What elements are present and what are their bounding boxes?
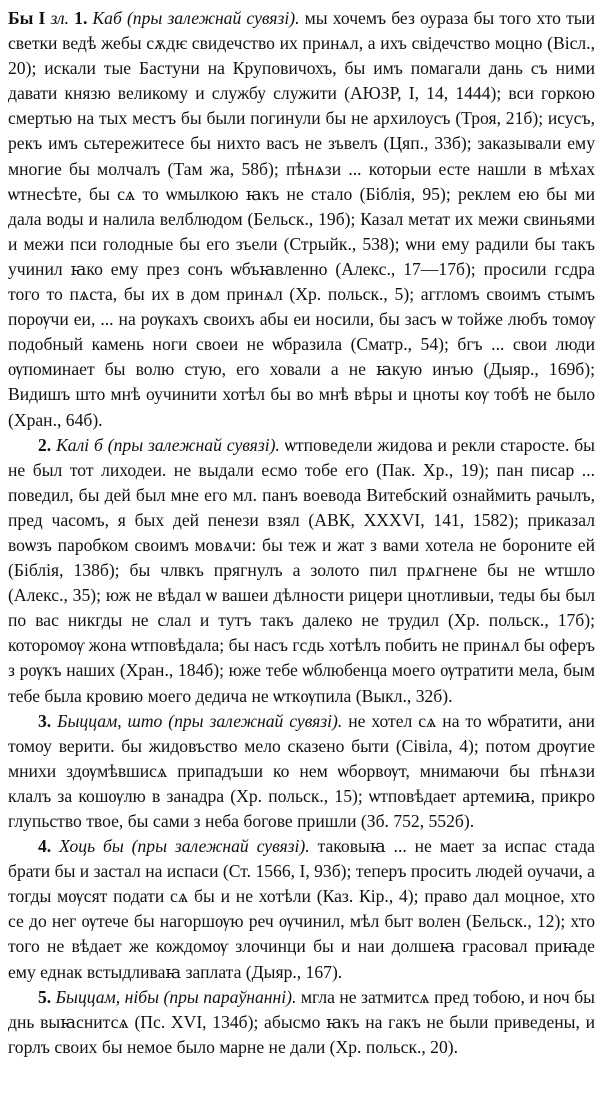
sense-number: 1. <box>74 8 88 28</box>
sense-5 <box>8 985 595 1060</box>
sense-number: 4. <box>38 836 52 857</box>
sense-1 <box>8 6 595 433</box>
sense-number: 5. <box>38 986 52 1007</box>
sense-label: Калі б (пры залежнай сувязі). <box>56 434 280 455</box>
sense-4 <box>8 834 595 985</box>
sense-text: ѡтповедели жидова и рекли старосте. бы не был тот лиходеи. не выдали есмо тобе его (Пак. Хр., 19); пан писар ... поведил, бы дей был мне его мл. панъ воевода Витебский ознаймить рачылъ, пред часомъ, я бых дей пенези взял (АВК, XXXVI, 141, 1582); приказал воѡзъ паробком своимъ мовѧчи: бы теж и жат з вами хотела не бороните ей (Біблія, 138б); бы члвкъ прягнулъ а золото пил прѧгнене бы не ѡтшло (Алекс., 35); юж не вѣдал ѡ вашеи дѣлности рицери цнотливыи, теды бы был по вас никгды не слал и тутъ такъ далеко не трудил (Хр. польск., 17б); которомѹ жона ѡтповѣдала; бы насъ гсдь хотѣлъ побить не принѧл бы оферъ з рѹкъ наших (Хран., 184б); юже тебе ѡблюбенца моего ѹтратити мела, бым тебе была кровию моего дедича не ѡткѹпила (Выкл., 32б). <box>8 434 596 706</box>
sense-2 <box>8 433 595 709</box>
sense-text: таковыꙗ ... не мает за испас стада брати бы и застал на испаси (Ст. 1566, I, 93б); теперъ просить людей оучачи, а тогды мѹсят подати сѧ бы и не хотѣли (Каз. Кір., 4); право дал моцное, хто се до нег ѹтече бы нагоршѹю реч ѹчинил, мѣл быт волен (Бельск., 12); хто того не вѣдает же кождомѹ злочинци бы и наи долшеꙗ грасовал приꙗде ему еднак встыдливаꙗ заплата (Дыяр., 167). <box>8 836 595 982</box>
sense-3 <box>8 709 595 834</box>
sense-label: Хоць бы (пры залежнай сувязі). <box>59 836 310 857</box>
sense-label: Быццам, што (пры залежнай сувязі). <box>57 710 343 731</box>
sense-text: не хотел сѧ на то ѡбратити, ани томоу верити. бы жидовъство мело сказено быти (Сівіла, 4); потом дрѹгие мнихи здѹмѣвшисѧ припадъши ко нем ѡборвѹт, мнимаючи бы пѣнѧзи клалъ за кошѹлю в занадра (Хр. польск., 15); ѡтповѣдает артемиꙗ, прикро глупьство твое, бы сами з неба богове пришли (Зб. 752, 552б). <box>8 710 595 831</box>
sense-label: Каб (пры залежнай сувязі). <box>92 8 300 28</box>
sense-label: Быццам, нібы (пры параўнанні). <box>55 986 297 1007</box>
sense-text: мгла не затмитсѧ пред тобою, и ноч бы днь выꙗснитсѧ (Пс. XVI, 134б); абысмо ꙗкъ на гакъ не были приведены, и горлъ своих бы немое было марне не дали (Хр. польск., 20). <box>8 986 595 1057</box>
part-of-speech: зл. <box>50 8 69 28</box>
sense-number: 2. <box>38 434 52 455</box>
sense-number: 3. <box>38 710 52 731</box>
headword: Бы I <box>8 8 46 28</box>
sense-text: мы хочемъ без оураза бы того хто тыи светки ведѣ жебы сѫдѥ свидечство их принѧл, а ихъ свідечство моцно (Вісл., 20); искали тые Бастуни на Круповичохъ, бы имъ помагали дань съ ними давати князю великому и службу служити (АЮЗР, I, 14, 1444); вси горкою смертью на тых местъ бы были погинули бы не архилоусъ (Троя, 21б); исусъ, рекъ имъ сьтережитесе бы нихто васъ не зъвелъ (Цяп., 33б); заказывали ему многие бы молчалъ (Там жа, 58б); пѣнѧзи ... которыи есте нашли в мѣхах ѡтнесѣте, бы сѧ то ѡмылкою ꙗкъ не стало (Біблія, 95); реклем ею бы ми дала воды и налила велблюдом (Бельск., 19б); Казал метат их межи свиньями и межи пси голодные бы его зъели (Стрыйк., 538); ѡни ему радили бы такъ учинил ꙗко ему през сонъ ѡбъꙗвленно (Алекс., 17—17б); просили гсдра того то пѧста, бы их в дом принѧл (Хр. польск., 5); аггломъ своимъ стымъ порѹчи еи, ... на рѹкахъ своихъ абы еи носили, бы засъ ѡ тойже любъ томѹ подобный камень ноги своеи не ѡбразила (Сматр., 54); бгъ ... свои люди ѹпоминает бы волю стую, его ховали а не ꙗкую инъю (Дыяр., 169б); Видишъ што мнѣ оучинити хотѣл бы во мнѣ вѣры и цноты кѹ тобѣ не было (Хран., 64б). <box>8 8 595 430</box>
